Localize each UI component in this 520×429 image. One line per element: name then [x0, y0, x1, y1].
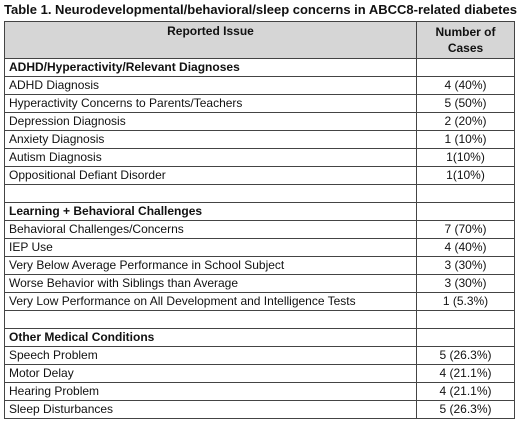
issue-cell: Very Low Performance on All Development and Intelligence Tests: [5, 293, 417, 311]
issue-cell: Speech Problem: [5, 347, 417, 365]
section-cases-cell: [417, 59, 515, 77]
issue-cell: Very Below Average Performance in School Subject: [5, 257, 417, 275]
cases-cell: 4 (40%): [417, 77, 515, 95]
cases-cell: 1(10%): [417, 167, 515, 185]
header-reported-issue: Reported Issue: [5, 22, 417, 59]
spacer-row: [5, 185, 515, 203]
table-row: [5, 113, 515, 131]
table-row: [5, 401, 515, 419]
table-row: [5, 95, 515, 113]
cases-cell: 1 (10%): [417, 131, 515, 149]
section-cases-cell: [417, 329, 515, 347]
header-cases-line1: Number of: [435, 25, 496, 39]
table-row: [5, 131, 515, 149]
table-row: [5, 383, 515, 401]
table-row: [5, 221, 515, 239]
spacer-cell: [5, 311, 417, 329]
section-header-row: [5, 59, 515, 77]
cases-cell: 4 (40%): [417, 239, 515, 257]
cases-cell: 2 (20%): [417, 113, 515, 131]
header-cases-line2: Cases: [447, 41, 484, 55]
cases-cell: 4 (21.1%): [417, 365, 515, 383]
table-row: [5, 239, 515, 257]
cases-cell: 5 (26.3%): [417, 347, 515, 365]
table-row: [5, 293, 515, 311]
section-header-row: [5, 203, 515, 221]
cases-cell: 5 (26.3%): [417, 401, 515, 419]
table-row: [5, 257, 515, 275]
table-row: [5, 347, 515, 365]
section-title: Learning + Behavioral Challenges: [5, 203, 417, 221]
table-caption: Table 1. Neurodevelopmental/behavioral/sleep concerns in ABCC8-related diabetes: [4, 2, 517, 17]
cases-cell: 4 (21.1%): [417, 383, 515, 401]
cases-cell: 1 (5.3%): [417, 293, 515, 311]
cases-cell: 1(10%): [417, 149, 515, 167]
cases-cell: 3 (30%): [417, 275, 515, 293]
header-number-of-cases: [417, 22, 515, 59]
section-header-row: [5, 329, 515, 347]
issue-cell: Autism Diagnosis: [5, 149, 417, 167]
spacer-row: [5, 311, 515, 329]
issue-cell: Sleep Disturbances: [5, 401, 417, 419]
issue-cell: Motor Delay: [5, 365, 417, 383]
concerns-table: [4, 21, 515, 419]
table-body: [5, 59, 515, 419]
table-header-row: [5, 22, 515, 59]
issue-cell: Hearing Problem: [5, 383, 417, 401]
cases-cell: 5 (50%): [417, 95, 515, 113]
table-row: [5, 149, 515, 167]
issue-cell: Depression Diagnosis: [5, 113, 417, 131]
section-cases-cell: [417, 203, 515, 221]
spacer-cell: [417, 311, 515, 329]
table-row: [5, 167, 515, 185]
issue-cell: Worse Behavior with Siblings than Average: [5, 275, 417, 293]
cases-cell: 3 (30%): [417, 257, 515, 275]
table-row: [5, 77, 515, 95]
section-title: Other Medical Conditions: [5, 329, 417, 347]
table-row: [5, 275, 515, 293]
issue-cell: Behavioral Challenges/Concerns: [5, 221, 417, 239]
issue-cell: IEP Use: [5, 239, 417, 257]
section-title: ADHD/Hyperactivity/Relevant Diagnoses: [5, 59, 417, 77]
issue-cell: Anxiety Diagnosis: [5, 131, 417, 149]
spacer-cell: [417, 185, 515, 203]
cases-cell: 7 (70%): [417, 221, 515, 239]
issue-cell: Hyperactivity Concerns to Parents/Teachers: [5, 95, 417, 113]
table-row: [5, 365, 515, 383]
issue-cell: Oppositional Defiant Disorder: [5, 167, 417, 185]
issue-cell: ADHD Diagnosis: [5, 77, 417, 95]
spacer-cell: [5, 185, 417, 203]
